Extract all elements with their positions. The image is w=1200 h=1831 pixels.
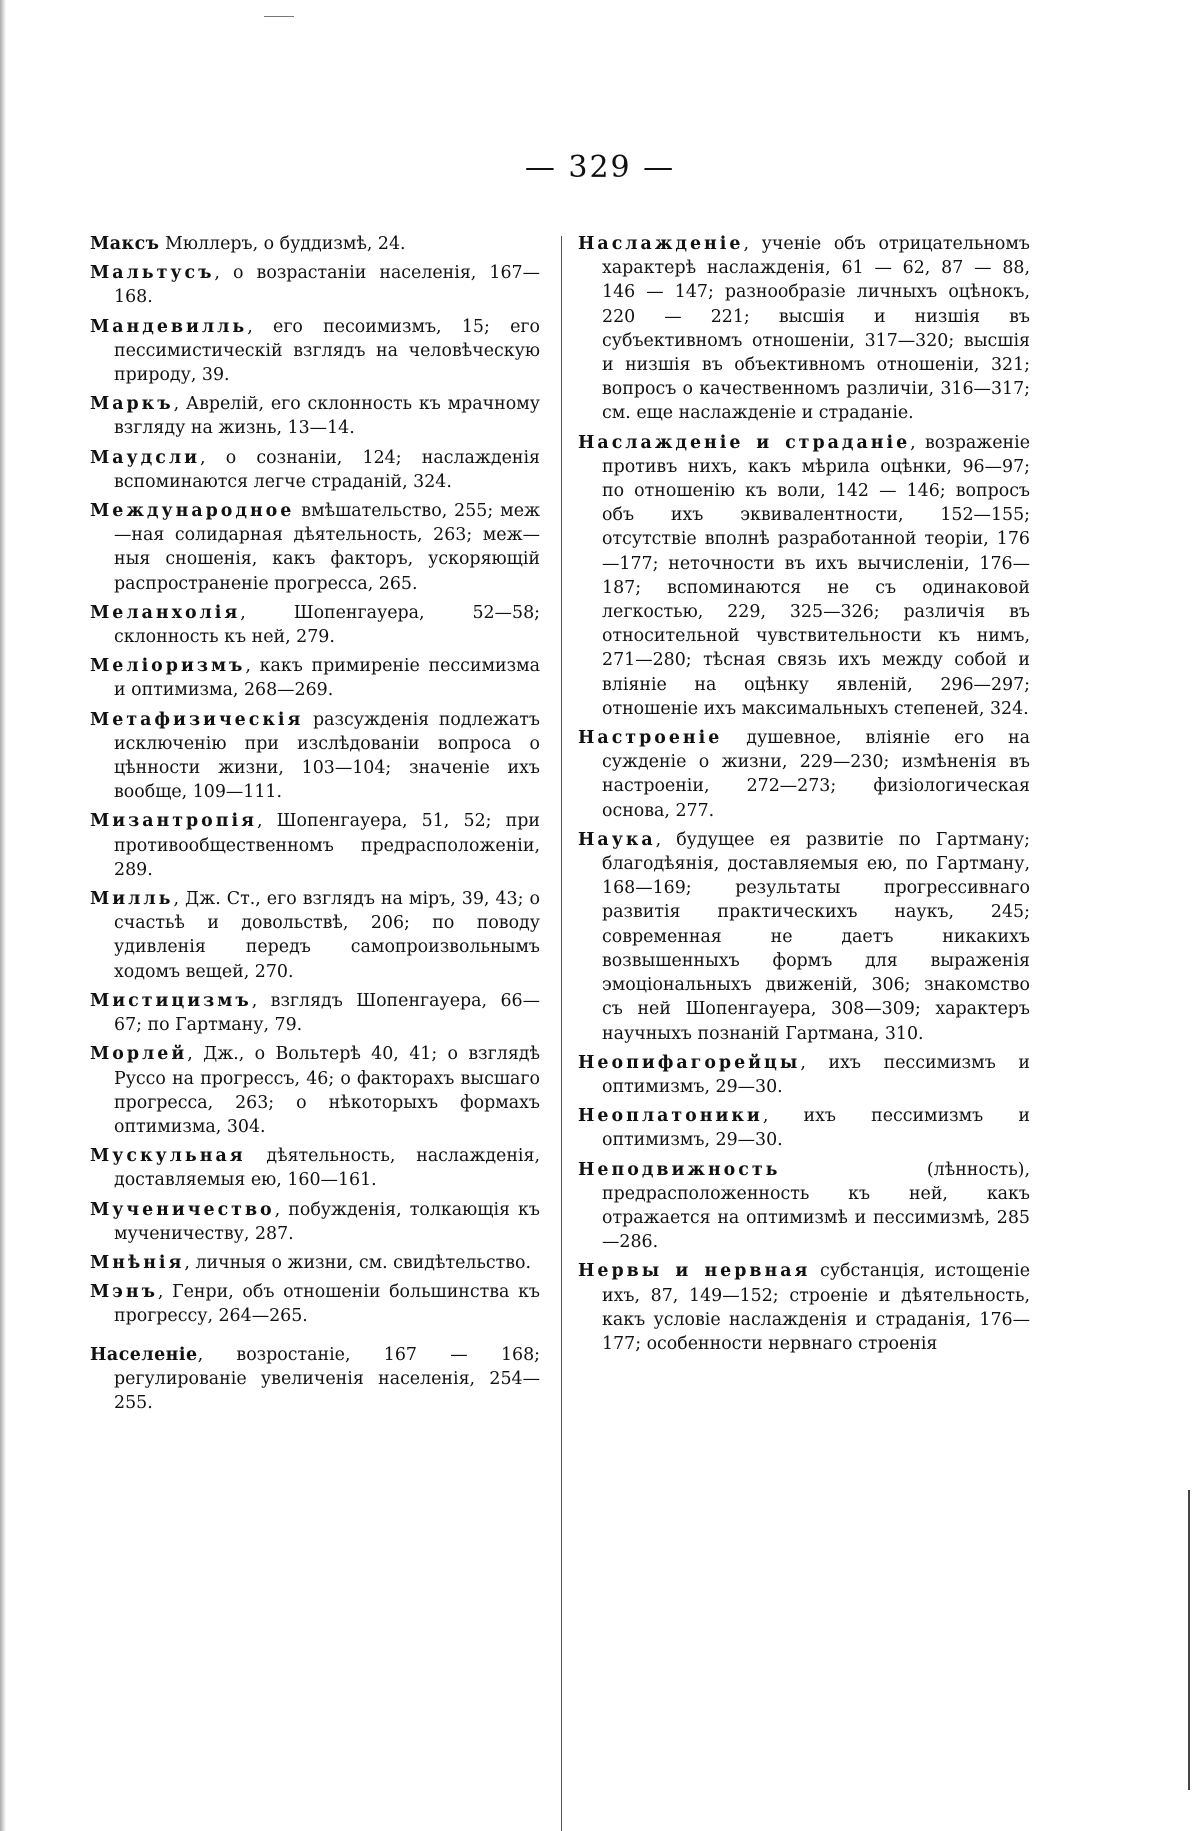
index-headword: Настроеніе [578, 728, 723, 749]
index-entry-text: , ученіе объ отрицательномъ характерѣ наслажденія, 61 — 62, 87 — 88, 146 — 147; разнообразіе личныхъ оцѣнокъ, 220 — 221; высшія и низшія въ субъективномъ отношеніи, 317—320; высшія и низшія въ объективномъ отношеніи, 321; вопросъ о качественномъ различіи, 316—317; см. еще наслажденіе и страданіе. [602, 234, 1030, 424]
index-entry-text: , побужденія, толкающія къ мученичеству, 287. [114, 1199, 540, 1244]
page-edge-shadow [0, 0, 6, 1831]
index-headword: Мандевилль [90, 316, 248, 337]
index-entry-text: Мюллеръ, о буддизмѣ, 24. [159, 234, 406, 254]
index-headword: Мальтусъ [90, 263, 215, 284]
index-entry-text: , о возрастаніи населенія, 167—168. [114, 263, 540, 308]
index-headword: Мизантропія [90, 811, 257, 832]
top-mark [264, 16, 294, 17]
index-entry [90, 1144, 540, 1192]
index-entry [90, 1280, 540, 1328]
index-headword: Морлей [90, 1044, 188, 1065]
index-entry-text: , возраженіе противъ нихъ, какъ мѣрила оцѣнки, 96—97; по отношенію къ воли, 142 — 146; вопросъ объ ихъ эквивалентности, 152—155; отсутствіе вполнѣ разработанной теоріи, 176—177; неточности въ ихъ вычисленіи, 176—187; вспоминаются не съ одинаковой легкостью, 229, 325—326; различія въ относительной чувствительности къ нимъ, 271—280; тѣсная связь ихъ между собой и вліяніе на оцѣнку явленій, 296—297; отношеніе ихъ максимальныхъ степеней, 324. [602, 432, 1030, 719]
index-entry [90, 601, 540, 649]
index-entry [90, 1251, 540, 1275]
index-entry-text: , будущее ея развитіе по Гартману; благодѣянія, доставляемыя ею, по Гартману, 168—169; результаты прогрессивнаго развитія практическихъ наукъ, 245; современная не даетъ никакихъ возвышенныхъ формъ для выраженія эмоціональныхъ движеній, 306; знакомство съ ней Шопенгауера, 308—309; характеръ научныхъ познаній Гартмана, 310. [602, 829, 1030, 1044]
index-entry [90, 809, 540, 882]
page-number: — 329 — [524, 150, 676, 185]
index-entry [578, 232, 1030, 426]
index-entry [578, 1104, 1030, 1152]
index-headword: Метафизическія [90, 709, 304, 730]
index-headword: Международное [90, 501, 295, 522]
index-headword: Мнѣнія [90, 1252, 185, 1273]
index-entry-text: , взглядъ Шопенгауера, 66—67; по Гартману, 79. [114, 990, 540, 1036]
index-headword: Мученичество [90, 1199, 275, 1220]
index-entry [90, 1042, 540, 1139]
index-headword: Мэнъ [90, 1282, 158, 1303]
index-entry [90, 499, 540, 596]
index-entry [90, 1198, 540, 1246]
index-headword: Населеніе [90, 1344, 198, 1365]
index-headword: Наслажденіе [578, 234, 744, 254]
index-headword: Наслажденіе и страданіе [578, 432, 911, 453]
index-entry-text: вмѣшательство, 255; меж—ная солидарная дѣятельность, 263; меж—ныя сношенія, какъ факторъ, ускоряющій распространеніе прогресса, 265. [114, 501, 540, 594]
index-headword: Неопифагорейцы [578, 1052, 801, 1073]
index-entry [90, 708, 540, 805]
index-entry-text: (лѣнность), предрасположенность къ ней, какъ отражается на оптимизмѣ и пессимизмѣ, 285—286. [602, 1159, 1030, 1253]
index-entry-text: , Дж. Ст., его взглядъ на міръ, 39, 43; о счастьѣ и довольствѣ, 206; по поводу удивленія передъ самопроизвольнымъ ходомъ вещей, 270. [114, 889, 540, 982]
index-headword: Неподвижность [578, 1159, 781, 1180]
index-entry-text: , какъ примиреніе пессимизма и оптимизма, 268—269. [114, 656, 540, 701]
index-headword: Максъ [90, 234, 160, 254]
index-entry [578, 1158, 1030, 1255]
index-entry [578, 1259, 1030, 1356]
index-entry [90, 446, 540, 494]
index-column-right [578, 232, 1030, 1361]
index-entry-text: , возростаніе, 167 — 168; регулированіе увеличенія населенія, 254—255. [114, 1344, 540, 1413]
index-entry [578, 1051, 1030, 1099]
index-entry-text: разсужденія подлежатъ исключенію при изслѣдованіи вопроса о цѣнности жизни, 103—104; значеніе ихъ вообще, 109—111. [114, 709, 540, 803]
index-headword: Милль [90, 889, 174, 910]
index-entry-text: субстанція, истощеніе ихъ, 87, 149—152; строеніе и дѣятельность, какъ условіе наслажденія и страданія, 176—177; особенности нервнаго строенія [602, 1261, 1031, 1354]
index-entry [578, 431, 1030, 721]
index-entry-text: , Дж., о Вольтерѣ 40, 41; о взглядѣ Руссо на прогрессъ, 46; о факторахъ высшаго прогресса, 263; о нѣкоторыхъ формахъ оптимизма, 304. [114, 1044, 540, 1137]
index-headword: Маудсли [90, 447, 200, 468]
index-entry [90, 232, 540, 256]
index-headword: Неоплатоники [578, 1106, 763, 1127]
index-entry [578, 726, 1030, 823]
index-entry-text: , Генри, объ отношеніи большинства къ прогрессу, 264—265. [114, 1282, 540, 1327]
index-entry-text: , Шопенгауера, 51, 52; при противообщественномъ предрасположеніи, 289. [114, 811, 540, 880]
index-headword: Нервы и нервная [578, 1261, 811, 1282]
index-entry-text: дѣятельность, наслажденія, доставляемыя ею, 160—161. [114, 1146, 540, 1191]
index-entry-text: , личныя о жизни, см. свидѣтельство. [184, 1252, 532, 1273]
index-entry-text: , Шопенгауера, 52—58; склонность къ ней, 279. [114, 602, 540, 648]
index-entry [90, 989, 540, 1037]
index-entry [90, 315, 540, 388]
index-entry-text: , ихъ пессимизмъ и оптимизмъ, 29—30. [602, 1052, 1030, 1097]
index-entry [90, 887, 540, 984]
index-headword: Меланхолія [90, 602, 241, 623]
index-entry-text: , о сознаніи, 124; наслажденія вспоминаются легче страданій, 324. [114, 447, 540, 492]
margin-marks [1188, 1490, 1193, 1790]
index-headword: Наука [578, 829, 656, 850]
index-entry-text: душевное, вліяніе его на сужденіе о жизни, 229—230; измѣненія въ настроеніи, 272—273; физіологическая основа, 277. [602, 728, 1030, 821]
index-entry [90, 1343, 540, 1416]
index-entry-text: , ихъ пессимизмъ и оптимизмъ, 29—30. [602, 1106, 1030, 1151]
index-headword: Меліоризмъ [90, 656, 246, 677]
index-entry [90, 392, 540, 440]
index-headword: Мистицизмъ [90, 990, 252, 1011]
index-headword: Мускульная [90, 1146, 246, 1167]
index-entry [90, 261, 540, 309]
index-column-left [90, 232, 540, 1420]
index-entry-text: , Аврелій, его склонность къ мрачному взгляду на жизнь, 13—14. [114, 394, 540, 439]
index-entry-text: , его песоимизмъ, 15; его пессимистическій взглядъ на человѣческую природу, 39. [114, 316, 540, 386]
index-entry [578, 828, 1030, 1046]
index-entry [90, 654, 540, 702]
index-headword: Маркъ [90, 394, 174, 415]
column-divider [561, 236, 562, 1831]
